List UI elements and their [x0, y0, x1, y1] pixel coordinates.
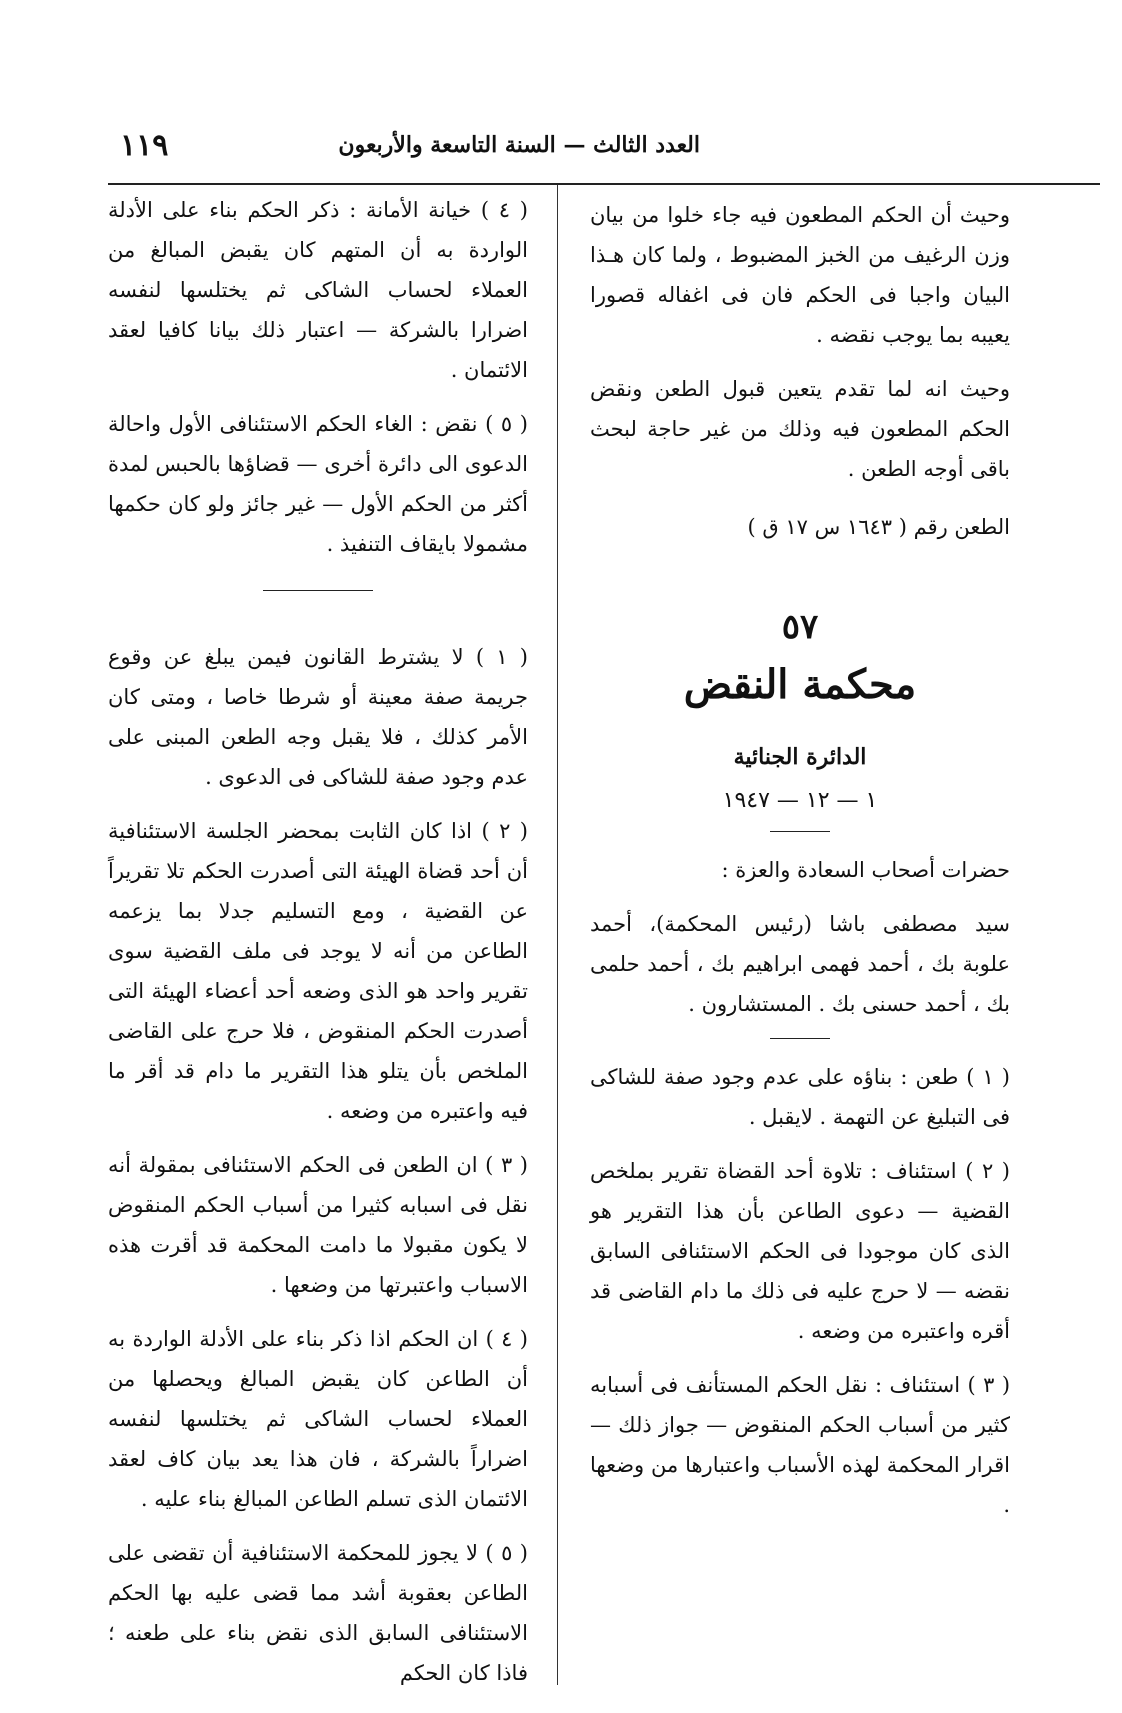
- ruling-paragraph-1: وحيث أن الحكم المطعون فيه جاء خلوا من بيان وزن الرغيف من الخبز المضبوط ، ولما كان هـذا البيان واجبا فى الحكم فان فى اغفاله قصورا يعيبه بما يوجب نقضه .: [590, 203, 1010, 347]
- page-number: ١١٩: [120, 128, 169, 163]
- left-column: [108, 190, 528, 1707]
- section-rule-left: [263, 590, 373, 591]
- summary-2: ( ٢ ) استئناف : تلاوة أحد القضاة تقرير بملخص القضية — دعوى الطاعن بأن هذا التقرير هو الذى كان موجودا فى الحكم الاستئنافى السابق نقضه — لا حرج عليه فى ذلك ما دام القاضى قد أقره واعتبره من وضعه .: [590, 1159, 1010, 1343]
- summary-4: ( ٤ ) خيانة الأمانة : ذكر الحكم بناء على الأدلة الواردة به أن المتهم كان يقبض المبالغ من العملاء لحساب الشاكى ثم يختلسها لنفسه اضرارا بالشركة — اعتبار ذلك بيانا كافيا لعقد الائتمان .: [108, 198, 528, 382]
- case-number: ٥٧: [781, 607, 819, 647]
- judges-list: سيد مصطفى باشا (رئيس المحكمة)، أحمد علوبة بك ، أحمد فهمى ابراهيم بك ، أحمد حلمى بك ، أحمد حسنى بك . المستشارون .: [590, 912, 1010, 1016]
- principle-3: ( ٣ ) ان الطعن فى الحكم الاستئنافى بمقولة أنه نقل فى اسبابه كثيرا من أسباب الحكم المنقوض لا يكون مقبولا ما دامت المحكمة قد أقرت هذه الاسباب واعتبرتها من وضعها .: [108, 1153, 528, 1297]
- principle-5: ( ٥ ) لا يجوز للمحكمة الاستئنافية أن تقضى على الطاعن بعقوبة أشد مما قضى عليه بها الحكم الاستئنافى السابق الذى نقض بناء على طعنه ؛ فاذا كان الحكم: [108, 1541, 528, 1685]
- section-rule-2: [770, 1038, 830, 1039]
- court-name: محكمة النقض: [683, 661, 917, 708]
- session-date: ١ — ١٢ — ١٩٤٧: [722, 788, 878, 813]
- summary-3: ( ٣ ) استئناف : نقل الحكم المستأنف فى أسبابه كثير من أسباب الحكم المنقوض — جواز ذلك — اقرار المحكمة لهذه الأسباب واعتبارها من وضعها .: [590, 1373, 1011, 1517]
- principle-4: ( ٤ ) ان الحكم اذا ذكر بناء على الأدلة الواردة به أن الطاعن كان يقبض المبالغ ويحصلها من العملاء لحساب الشاكى ثم يختلسها لنفسه اضراراً بالشركة ، فان هذا يعد بيان كاف لعقد الائتمان الذى تسلم الطاعن المبالغ بناء عليه .: [108, 1327, 528, 1511]
- principle-2: ( ٢ ) اذا كان الثابت بمحضر الجلسة الاستئنافية أن أحد قضاة الهيئة التى أصدرت الحكم تلا تقريراً عن القضية ، ومع التسليم جدلا بما يزعمه الطاعن من أنه لا يوجد فى ملف القضية سوى تقرير واحد هو الذى وضعه أحد أعضاء الهيئة التى أصدرت الحكم المنقوض ، فلا حرج على القاضى الملخص بأن يتلو هذا التقرير ما دام قد أقر ما فيه واعتبره من وضعه .: [108, 819, 528, 1123]
- ruling-paragraph-2: وحيث انه لما تقدم يتعين قبول الطعن ونقض الحكم المطعون فيه وذلك من غير حاجة لبحث باقى أوجه الطعن .: [590, 377, 1010, 481]
- header-rule: [108, 183, 1100, 185]
- circuit-name: الدائرة الجنائية: [733, 744, 867, 770]
- right-column: [590, 195, 1010, 1539]
- summary-1: ( ١ ) طعن : بناؤه على عدم وجود صفة للشاكى فى التبليغ عن التهمة . لايقبل .: [590, 1065, 1010, 1129]
- section-rule: [770, 831, 830, 832]
- page-header: [120, 128, 1000, 168]
- principle-1: ( ١ ) لا يشترط القانون فيمن يبلغ عن وقوع جريمة صفة معينة أو شرطا خاصا ، ومتى كان الأمر كذلك ، فلا يقبل وجه الطعن المبنى على عدم وجود صفة للشاكى فى الدعوى .: [108, 645, 528, 789]
- column-divider: [557, 185, 558, 1685]
- case-reference: الطعن رقم ( ١٦٤٣ س ١٧ ق ): [747, 515, 1010, 539]
- journal-issue-title: العدد الثالث — السنة التاسعة والأربعون: [338, 132, 700, 158]
- summary-5: ( ٥ ) نقض : الغاء الحكم الاستئنافى الأول واحالة الدعوى الى دائرة أخرى — قضاؤها بالحبس لمدة أكثر من الحكم الأول — غير جائز ولو كان حكمها مشمولا بايقاف التنفيذ .: [108, 412, 528, 556]
- judges-intro: حضرات أصحاب السعادة والعزة :: [721, 858, 1010, 882]
